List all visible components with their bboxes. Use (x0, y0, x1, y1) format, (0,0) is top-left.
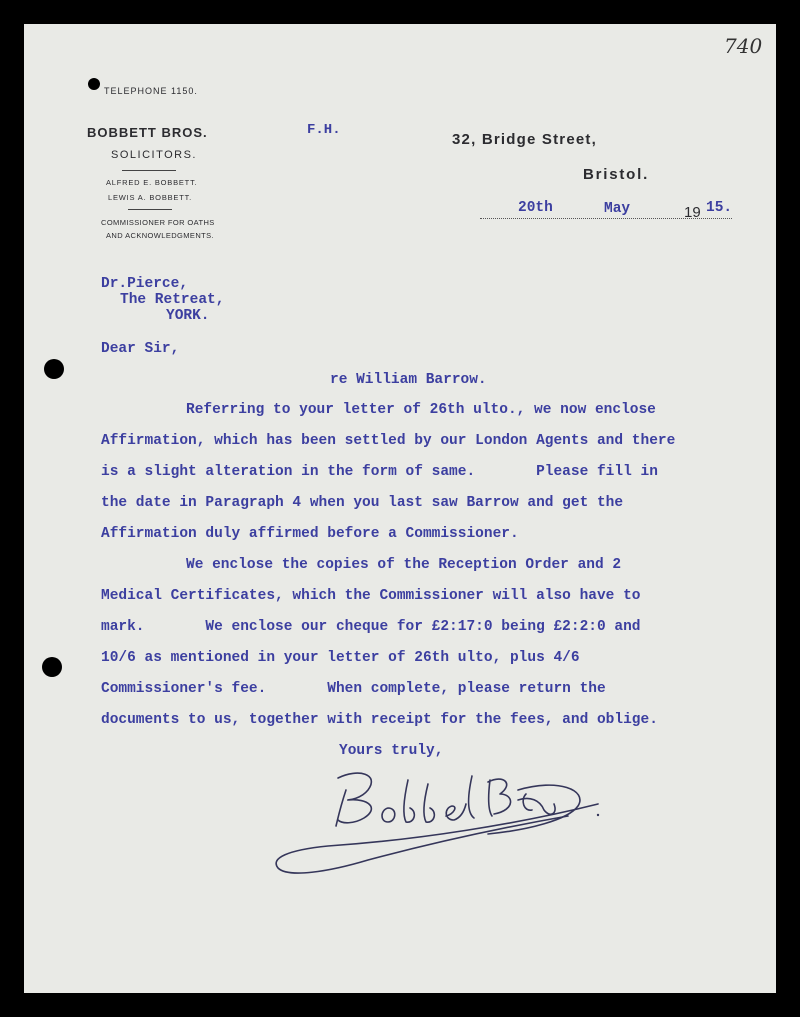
divider (128, 209, 172, 210)
partner-name: LEWIS A. BOBBETT. (108, 193, 193, 202)
body-line: Referring to your letter of 26th ulto., we now enclose (186, 402, 656, 418)
salutation: Dear Sir, (101, 341, 180, 357)
date-year: 15. (706, 200, 733, 216)
address-city: Bristol. (583, 166, 650, 183)
date-day: 20th (518, 200, 553, 216)
body-line: documents to us, together with receipt for the fees, and oblige. (101, 712, 658, 728)
handwritten-signature (268, 760, 618, 885)
body-line: 10/6 as mentioned in your letter of 26th ulto, plus 4/6 (101, 650, 580, 666)
body-line: Affirmation, which has been settled by our London Agents and there (101, 433, 676, 449)
recipient-city: YORK. (166, 308, 210, 324)
archive-number: 740 (724, 34, 763, 58)
divider (122, 170, 176, 171)
punch-hole (44, 359, 64, 379)
subject-line: re William Barrow. (330, 372, 487, 388)
punch-hole (42, 657, 62, 677)
body-line: is a slight alteration in the form of same. Please fill in (101, 464, 658, 480)
body-line: Commissioner's fee. When complete, please return the (101, 681, 606, 697)
body-line: We enclose the copies of the Reception Order and 2 (186, 557, 622, 573)
recipient-name: Dr.Pierce, (101, 276, 189, 292)
body-line: Medical Certificates, which the Commissioner will also have to (101, 588, 641, 604)
reference: F.H. (307, 122, 341, 138)
partner-name: ALFRED E. BOBBETT. (106, 178, 198, 187)
recipient-address: The Retreat, (120, 292, 225, 308)
body-line: mark. We enclose our cheque for £2:17:0 being £2:2:0 and (101, 619, 641, 635)
address-street: 32, Bridge Street, (452, 131, 597, 148)
commissioner-title: COMMISSIONER FOR OATHS (101, 218, 215, 227)
closing: Yours truly, (339, 743, 444, 759)
commissioner-title: AND ACKNOWLEDGMENTS. (106, 231, 215, 240)
telephone: TELEPHONE 1150. (104, 86, 198, 96)
body-line: Affirmation duly affirmed before a Commissioner. (101, 526, 519, 542)
profession: SOLICITORS. (111, 149, 197, 161)
date-century: 19 (684, 204, 701, 221)
body-line: the date in Paragraph 4 when you last saw Barrow and get the (101, 495, 624, 511)
firm-name: BOBBETT BROS. (87, 125, 208, 140)
punch-hole (88, 78, 100, 90)
date-month: May (604, 201, 631, 217)
